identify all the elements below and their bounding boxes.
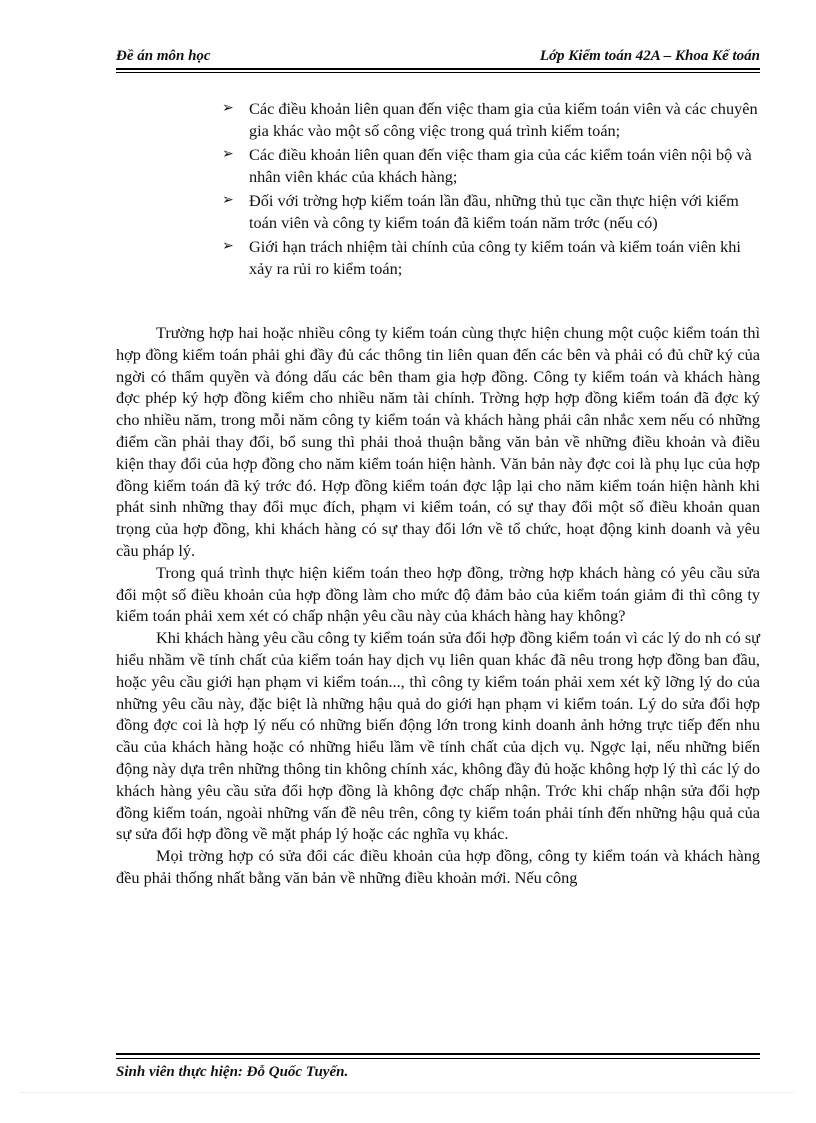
header-rule	[116, 68, 760, 70]
body-text	[116, 322, 760, 889]
page-footer: Sinh viên thực hiện: Đỗ Quốc Tuyến.	[116, 1064, 349, 1080]
footer-rule-thin	[116, 1058, 760, 1059]
paragraph: Trong quá trình thực hiện kiểm toán theo hợp đồng, trờng hợp khách hàng có yêu cầu sửa đổi một số điều khoản của hợp đồng làm cho mức độ đảm bảo của kiểm toán giảm đi thì công ty kiểm toán phải xem xét có chấp nhận yêu cầu này của khách hàng hay không?	[116, 562, 760, 626]
bullet-text: Các điều khoản liên quan đến việc tham gia của kiểm toán viên và các chuyên gia khác vào một số công việc trong quá trình kiểm toán;	[249, 99, 758, 140]
bullet-text: Các điều khoản liên quan đến việc tham gia của các kiểm toán viên nội bộ và nhân viên khác của khách hàng;	[249, 145, 752, 186]
header-rule-thin	[116, 72, 760, 73]
paragraph: Khi khách hàng yêu cầu công ty kiểm toán sửa đổi hợp đồng kiểm toán vì các lý do nh có sự hiểu nhầm về tính chất của kiểm toán hay dịch vụ liên quan khác đã nêu trong hợp đồng ban đầu, hoặc yêu cầu giới hạn phạm vi kiểm toán..., thì công ty kiểm toán phải xem xét kỹ lỡng lý do của những yêu cầu này, đặc biệt là những hậu quả do giới hạn phạm vi kiểm toán. Lý do sửa đổi hợp đồng đợc coi là hợp lý nếu có những biến động lớn trong kinh doanh ảnh hởng trực tiếp đến nhu cầu của khách hàng hoặc có những hiểu lầm về tính chất của dịch vụ. Ngợc lại, nếu những biến động này dựa trên những thông tin không chính xác, không đầy đủ hoặc không hợp lý thì các lý do khách hàng yêu cầu sửa đổi hợp đồng là không đợc chấp nhận. Trớc khi chấp nhận sửa đổi hợp đồng kiểm toán, ngoài những vấn đề nêu trên, công ty kiểm toán phải tính đến những hậu quả của sự sửa đổi hợp đồng về mặt pháp lý hoặc các nghĩa vụ khác.	[116, 628, 760, 844]
bullet-text: Giới hạn trách nhiệm tài chính của công ty kiểm toán và kiểm toán viên khi xảy ra rủi ro kiểm toán;	[249, 237, 741, 278]
bullet-list	[222, 98, 762, 282]
arrow-bullet-icon: ➢	[222, 147, 234, 162]
page-edge-divider	[20, 1092, 796, 1093]
list-item	[222, 144, 762, 188]
footer-rule	[116, 1053, 760, 1055]
arrow-bullet-icon: ➢	[222, 193, 234, 208]
paragraph: Trường hợp hai hoặc nhiều công ty kiểm toán cùng thực hiện chung một cuộc kiểm toán thì hợp đồng kiểm toán phải ghi đầy đủ các thông tin liên quan đến các bên và phải có đủ chữ ký của ngời có thẩm quyền và đóng dấu các bên tham gia hợp đồng. Công ty kiểm toán và khách hàng đợc phép ký hợp đồng kiểm cho nhiều năm tài chính. Trờng hợp hợp đồng kiểm toán đã đợc ký cho nhiều năm, trong mỗi năm công ty kiểm toán và khách hàng phải cân nhắc xem nếu có những điểm cần phải thay đổi, bổ sung thì phải thoả thuận bằng văn bản về những điều khoản và điều kiện thay đổi của hợp đồng cho năm kiểm toán hiện hành. Văn bản này đợc coi là phụ lục của hợp đồng kiểm toán đã ký trớc đó. Hợp đồng kiểm toán đợc lập lại cho năm kiểm toán hiện hành khi phát sinh những thay đổi mục đích, phạm vi kiểm toán, có sự thay đổi một số điều khoản quan trọng của hợp đồng, khi khách hàng có sự thay đổi lớn về tổ chức, hoạt động kinh doanh và yêu cầu pháp lý.	[116, 323, 760, 560]
list-item	[222, 236, 762, 280]
list-item	[222, 190, 762, 234]
paragraph: Mọi trờng hợp có sửa đổi các điều khoản của hợp đồng, công ty kiểm toán và khách hàng đều phải thống nhất bằng văn bản về những điều khoản mới. Nếu công	[116, 846, 760, 887]
page-header	[116, 48, 760, 68]
list-item	[222, 98, 762, 142]
arrow-bullet-icon: ➢	[222, 101, 234, 116]
bullet-text: Đối với trờng hợp kiểm toán lần đầu, những thủ tục cần thực hiện với kiểm toán viên và công ty kiểm toán đã kiểm toán năm trớc (nếu có)	[249, 191, 739, 232]
header-class: Lớp Kiểm toán 42A – Khoa Kế toán	[539, 48, 760, 64]
arrow-bullet-icon: ➢	[222, 239, 234, 254]
header-course: Đề án môn học	[116, 48, 211, 64]
